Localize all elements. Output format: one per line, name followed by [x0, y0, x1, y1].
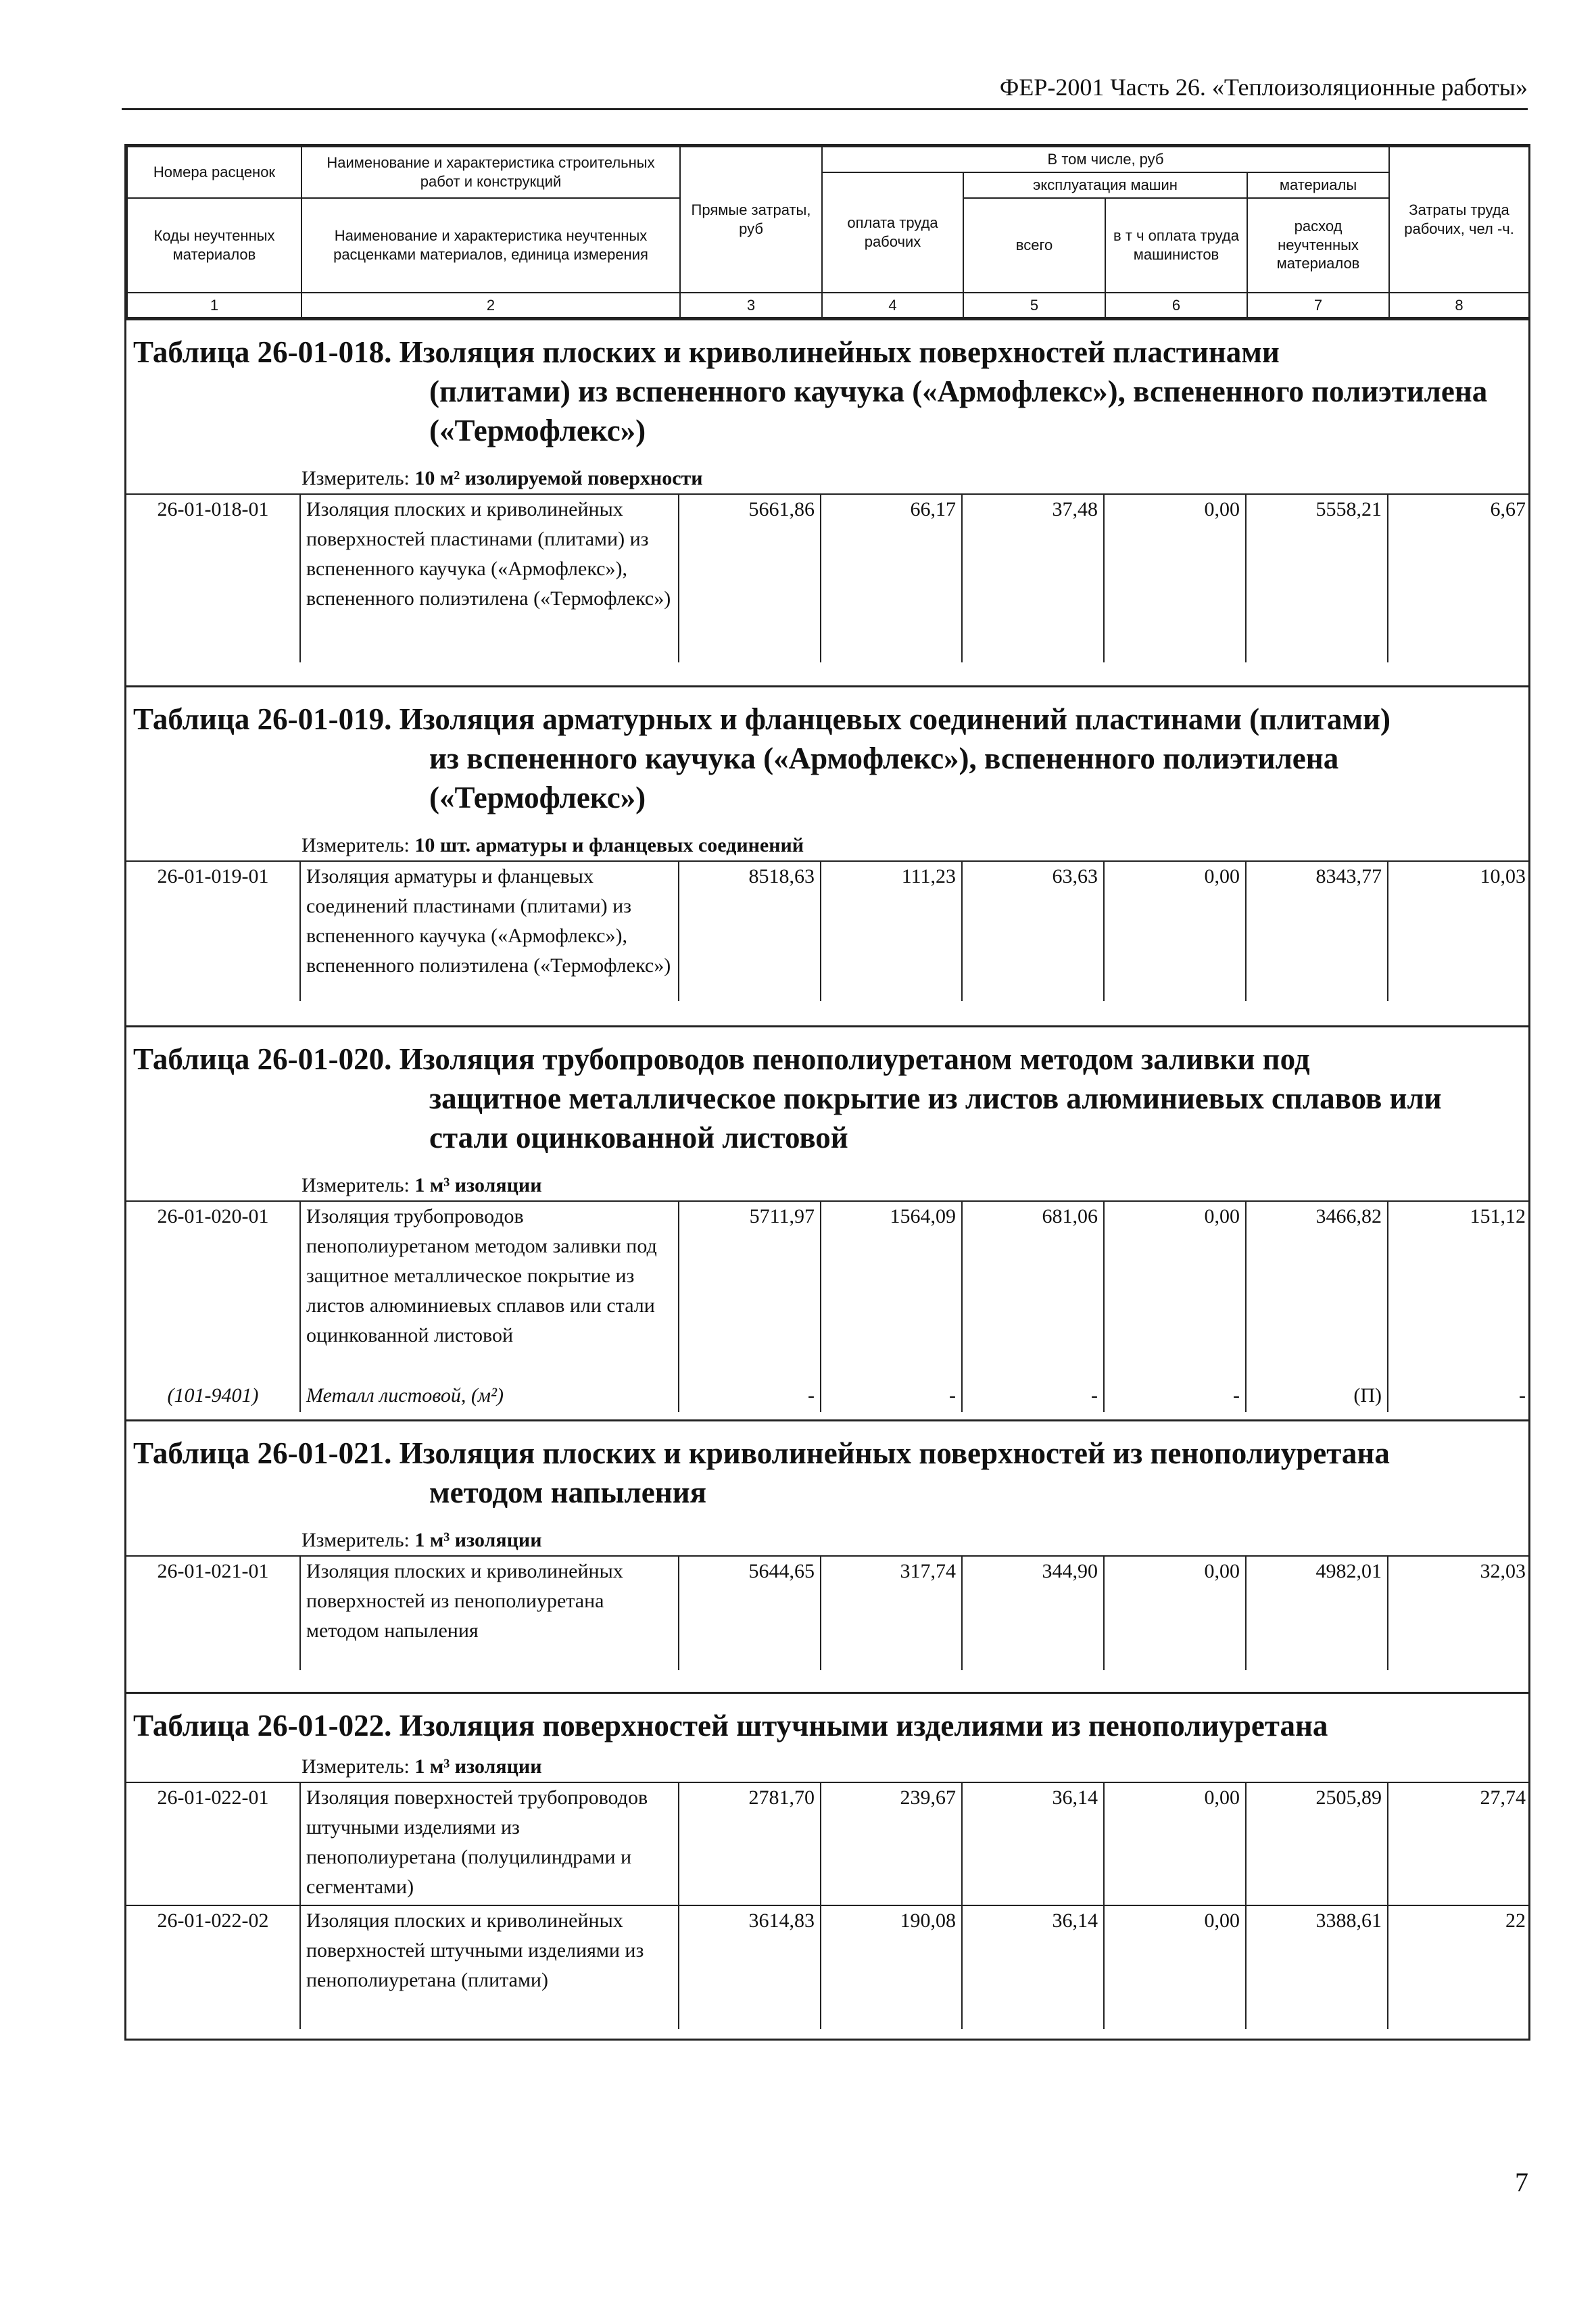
meter-label: Измеритель:: [301, 1755, 410, 1778]
rate-code: 26-01-018-01: [126, 495, 301, 662]
header-col2-bottom: Наименование и характеристика неучтенных расценками материалов, единица измерения: [301, 198, 680, 293]
rate-code: 26-01-022-01: [126, 1783, 301, 1905]
meter-value: 1 м³ изоляции: [414, 1174, 542, 1196]
section-label: Таблица 26-01-018.: [133, 335, 392, 369]
table-row: [126, 493, 1528, 662]
wages: 317,74: [821, 1557, 963, 1670]
header-material-consumption: расход неучтенных материалов: [1247, 198, 1389, 293]
section-label: Таблица 26-01-021.: [133, 1436, 392, 1470]
header-number: 4: [822, 293, 963, 318]
section-label: Таблица 26-01-020.: [133, 1042, 392, 1076]
page-header: ФЕР-2001 Часть 26. «Теплоизоляционные работы»: [122, 73, 1528, 110]
direct-costs: 5711,97: [679, 1202, 821, 1381]
meter-label: Измеритель:: [301, 1529, 410, 1551]
machines-total: 36,14: [963, 1906, 1105, 2029]
rate-name: Изоляция арматуры и фланцевых соединений пластинами (плитами) из вспененного каучука («Армофлекс»), вспененного полиэтилена («Термофлекс»): [301, 862, 679, 1001]
section-26-01-018: [126, 318, 1528, 685]
section-title: [126, 687, 1528, 817]
machinist-wages: 0,00: [1105, 1202, 1247, 1381]
header-number: 6: [1105, 293, 1247, 318]
header-machines-total: всего: [963, 198, 1105, 293]
labor-costs: 10,03: [1480, 865, 1526, 887]
rate-code: 26-01-019-01: [126, 862, 301, 1001]
labor-costs: 27,74: [1480, 1786, 1526, 1809]
section-26-01-022: [126, 1692, 1528, 2039]
header-materials: материалы: [1247, 172, 1389, 198]
header-col1-top: Номера расценок: [127, 147, 301, 198]
rate-name: Изоляция поверхностей трубопроводов штучными изделиями из пенополиуретана (полуцилиндрами и сегментами): [301, 1783, 679, 1905]
section-title: [126, 1421, 1528, 1512]
section-title: [126, 1027, 1528, 1157]
table-row: [126, 1905, 1528, 2029]
rate-code: 26-01-021-01: [126, 1557, 301, 1670]
meter-label: Измеритель:: [301, 467, 410, 489]
section-title-first: Изоляция плоских и криволинейных поверхностей из пенополиуретана: [399, 1436, 1390, 1470]
rate-code: 26-01-020-01: [126, 1202, 301, 1381]
labor-costs: 151,12: [1470, 1205, 1526, 1227]
direct-costs: 2781,70: [679, 1783, 821, 1905]
section-title: [126, 1694, 1528, 1745]
direct-costs: 5644,65: [679, 1557, 821, 1670]
rate-name: Изоляция плоских и криволинейных поверхностей пластинами (плитами) из вспененного каучука («Армофлекс»), вспененного полиэтилена («Термофлекс»): [301, 495, 679, 662]
wages: 111,23: [821, 862, 963, 1001]
machinist-wages: 0,00: [1105, 495, 1247, 662]
section-26-01-020: [126, 1025, 1528, 1419]
material-name: Металл листовой, (м²): [301, 1381, 679, 1412]
section-title-rest: (плитами) из вспененного каучука («Армофлекс»), вспененного полиэтилена («Термофлекс»): [429, 374, 1488, 447]
materials: 5558,21: [1247, 495, 1388, 662]
meter-value: 10 м² изолируемой поверхности: [414, 467, 703, 489]
materials: 3466,82: [1247, 1202, 1388, 1381]
header-number: 7: [1247, 293, 1389, 318]
rate-name: Изоляция плоских и криволинейных поверхностей из пенополиуретана методом напыления: [301, 1557, 679, 1670]
direct-costs: 8518,63: [679, 862, 821, 1001]
machines-total: -: [963, 1381, 1105, 1412]
machinist-wages: 0,00: [1105, 862, 1247, 1001]
header-number: 1: [127, 293, 301, 318]
section-title-first: Изоляция арматурных и фланцевых соединений пластинами (плитами): [399, 702, 1391, 736]
wages: 239,67: [821, 1783, 963, 1905]
meter-line: [126, 450, 1528, 493]
section-title-rest: из вспененного каучука («Армофлекс»), вспененного полиэтилена («Термофлекс»): [429, 741, 1339, 814]
header-in-total: В том числе, руб: [822, 147, 1389, 172]
meter-line: [126, 817, 1528, 860]
section-title-first: Изоляция поверхностей штучными изделиями из пенополиуретана: [399, 1709, 1328, 1743]
machinist-wages: 0,00: [1105, 1557, 1247, 1670]
section-26-01-021: [126, 1419, 1528, 1692]
column-header: [126, 146, 1530, 318]
table-row: [126, 1555, 1528, 1670]
header-number: 8: [1389, 293, 1529, 318]
page-number: 7: [1515, 2167, 1528, 2197]
header-machinist-wages: в т ч оплата труда машинистов: [1105, 198, 1247, 293]
section-title: [126, 320, 1528, 450]
table-row: [126, 1200, 1528, 1381]
meter-line: [126, 1512, 1528, 1555]
machinist-wages: 0,00: [1105, 1783, 1247, 1905]
labor-costs: -: [1519, 1384, 1526, 1407]
wages: -: [821, 1381, 963, 1412]
meter-value: 10 шт. арматуры и фланцевых соединений: [414, 834, 804, 856]
table-row: [126, 860, 1528, 1001]
meter-label: Измеритель:: [301, 834, 410, 856]
header-col1-bottom: Коды неучтенных материалов: [127, 198, 301, 293]
materials: 4982,01: [1247, 1557, 1388, 1670]
rate-name: Изоляция трубопроводов пенополиуретаном методом заливки под защитное металлическое покрытие из листов алюминиевых сплавов или стали оцинкованной листовой: [301, 1202, 679, 1381]
machines-total: 63,63: [963, 862, 1105, 1001]
meter-value: 1 м³ изоляции: [414, 1755, 542, 1778]
direct-costs: -: [679, 1381, 821, 1412]
header-number: 2: [301, 293, 680, 318]
labor-costs: 32,03: [1480, 1560, 1526, 1582]
header-direct-costs: Прямые затраты, руб: [680, 147, 822, 293]
materials: 8343,77: [1247, 862, 1388, 1001]
materials: 3388,61: [1247, 1906, 1388, 2029]
labor-costs: 22: [1505, 1909, 1526, 1932]
section-26-01-019: [126, 685, 1528, 1025]
machines-total: 344,90: [963, 1557, 1105, 1670]
section-label: Таблица 26-01-022.: [133, 1709, 392, 1743]
material-code: (101-9401): [126, 1381, 301, 1412]
materials: (П): [1247, 1381, 1388, 1412]
section-title-rest: методом напыления: [429, 1476, 706, 1509]
direct-costs: 3614,83: [679, 1906, 821, 2029]
meter-line: [126, 1157, 1528, 1200]
header-machines: эксплуатация машин: [963, 172, 1247, 198]
rates-table: [124, 144, 1530, 2041]
wages: 1564,09: [821, 1202, 963, 1381]
rate-code: 26-01-022-02: [126, 1906, 301, 2029]
section-label: Таблица 26-01-019.: [133, 702, 392, 736]
material-row: [126, 1381, 1528, 1412]
direct-costs: 5661,86: [679, 495, 821, 662]
header-number: 5: [963, 293, 1105, 318]
section-title-rest: защитное металлическое покрытие из листов алюминиевых сплавов или стали оцинкованной листовой: [429, 1081, 1442, 1154]
meter-line: [126, 1745, 1528, 1782]
machines-total: 36,14: [963, 1783, 1105, 1905]
header-wages: оплата труда рабочих: [822, 172, 963, 293]
section-title-first: Изоляция плоских и криволинейных поверхностей пластинами: [399, 335, 1280, 369]
machines-total: 681,06: [963, 1202, 1105, 1381]
wages: 190,08: [821, 1906, 963, 2029]
wages: 66,17: [821, 495, 963, 662]
materials: 2505,89: [1247, 1783, 1388, 1905]
machines-total: 37,48: [963, 495, 1105, 662]
header-number: 3: [680, 293, 822, 318]
labor-costs: 6,67: [1490, 498, 1526, 520]
header-col2-top: Наименование и характеристика строительных работ и конструкций: [301, 147, 680, 198]
machinist-wages: -: [1105, 1381, 1247, 1412]
meter-label: Измеритель:: [301, 1174, 410, 1196]
section-title-first: Изоляция трубопроводов пенополиуретаном методом заливки под: [399, 1042, 1310, 1076]
meter-value: 1 м³ изоляции: [414, 1529, 542, 1551]
header-labor-costs: Затраты труда рабочих, чел -ч.: [1389, 147, 1529, 293]
machinist-wages: 0,00: [1105, 1906, 1247, 2029]
table-row: [126, 1782, 1528, 1905]
rate-name: Изоляция плоских и криволинейных поверхностей штучными изделиями из пенополиуретана (плитами): [301, 1906, 679, 2029]
